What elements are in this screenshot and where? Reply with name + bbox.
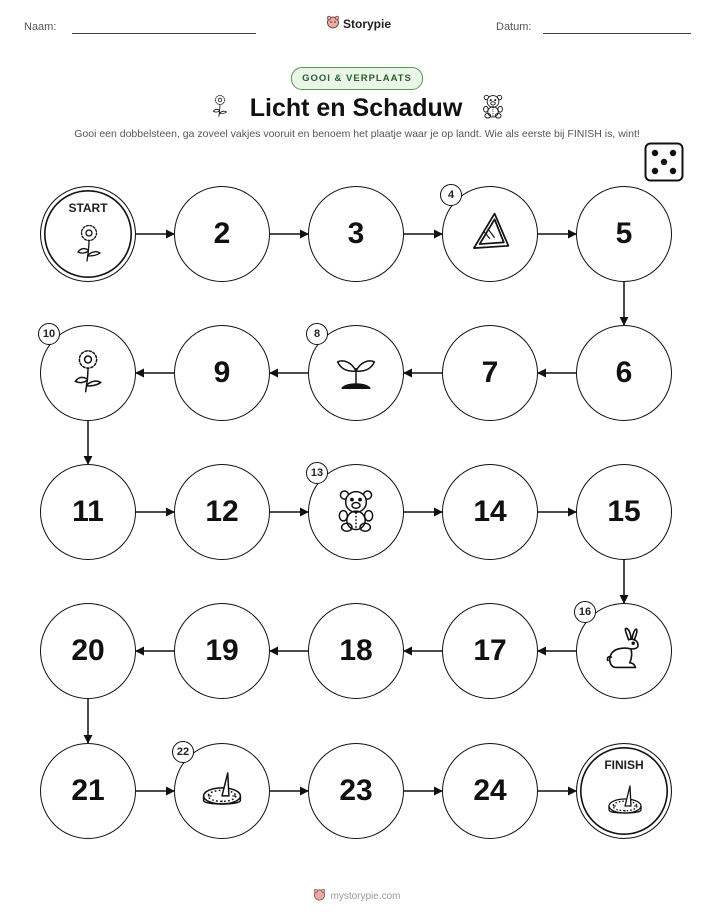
sundial-icon [199,766,245,817]
flower-icon [65,348,111,399]
brand-name: Storypie [343,16,392,31]
board-cell-21 [40,743,136,839]
cell-number: 24 [473,774,507,807]
prism-icon [467,209,513,260]
cell-number-tag: 13 [306,462,328,484]
start-cell [40,186,136,282]
sundial-icon [605,780,645,820]
sprout-icon [333,348,379,399]
board-cell-5 [576,186,672,282]
cell-number: 7 [481,356,499,389]
cell-number: 19 [205,634,239,667]
board-cell-20 [40,603,136,699]
board-cell-7 [442,325,538,421]
board-cell-3 [308,186,404,282]
board-cell-12 [174,464,270,560]
instructions: Gooi een dobbelsteen, ga zoveel vakjes vooruit en benoem het plaatje waar je op landt. Wie als eerste bij FINISH is, wint! [74,128,640,140]
board-cell-19 [174,603,270,699]
teddy-bear-icon [333,487,379,538]
board-cell-11 [40,464,136,560]
cell-number-tag: 4 [440,184,462,206]
cell-number-tag: 10 [38,323,60,345]
cell-number: 12 [205,495,239,528]
start-label: START [68,201,108,215]
cell-number: 18 [339,634,373,667]
cell-number: 21 [71,774,105,807]
board-cell-15 [576,464,672,560]
cell-number-tag: 16 [574,601,596,623]
name-label: Naam: [24,21,57,33]
cell-number: 15 [607,495,641,528]
cell-number: 14 [473,495,507,528]
title-text: Licht en Schaduw [249,94,463,122]
board-cell-9 [174,325,270,421]
cell-number: 3 [347,217,365,250]
board-cell-24 [442,743,538,839]
finish-cell [576,743,672,839]
cell-number: 6 [615,356,633,389]
cell-number: 20 [71,634,105,667]
board-cell-18 [308,603,404,699]
cell-number: 9 [213,356,231,389]
board-cell-14 [442,464,538,560]
cell-number: 17 [473,634,507,667]
board-cell-2 [174,186,270,282]
cell-number: 11 [72,495,104,528]
cell-number: 23 [339,774,373,807]
board-cell-23 [308,743,404,839]
cell-number-tag: 22 [172,741,194,763]
footer-logo-icon [313,888,326,904]
finish-label: FINISH [604,758,644,772]
flower-icon [69,223,109,263]
cell-number-tag: 8 [306,323,328,345]
board-cell-17 [442,603,538,699]
category-badge: GOOI & VERPLAATS [291,67,423,90]
footer [0,888,714,904]
footer-url: mystorypie.com [330,890,401,902]
board-cell-6 [576,325,672,421]
cell-number: 5 [615,217,633,250]
date-label: Datum: [496,21,532,33]
rabbit-icon [601,626,647,677]
cell-number: 2 [213,217,231,250]
